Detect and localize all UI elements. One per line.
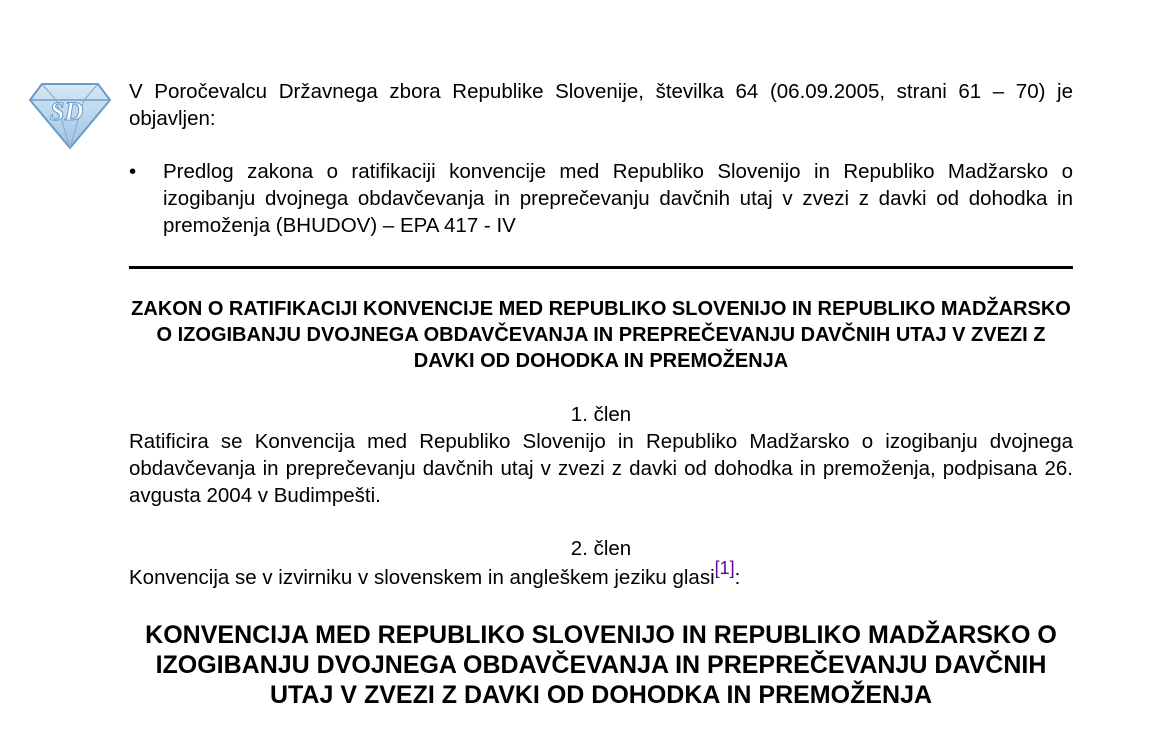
publication-item-text: Predlog zakona o ratifikaciji konvencije med Republiko Slovenijo in Republiko Madžarsko o izogibanju dvojnega obdavčevanja in preprečevanju davčnih utaj v zvezi z davki od dohodka in premoženja (BHUDOV) – EPA 417 - IV <box>163 160 1073 237</box>
horizontal-divider <box>129 266 1073 269</box>
intro-paragraph: V Poročevalcu Državnega zbora Republike Slovenije, številka 64 (06.09.2005, strani 61 – 70) je objavljen: <box>129 80 1073 130</box>
article-2-heading: 2. člen <box>570 537 632 560</box>
article-1-heading: 1. člen <box>570 403 632 426</box>
article-2-text: Konvencija se v izvirniku v slovenskem in angleškem jeziku glasi <box>129 566 715 589</box>
logo-text: SD <box>50 97 84 126</box>
law-title: ZAKON O RATIFIKACIJI KONVENCIJE MED REPUBLIKO SLOVENIJO IN REPUBLIKO MADŽARSKO O IZOGIBANJU DVOJNEGA OBDAVČEVANJA IN PREPREČEVANJU DAVČNIH UTAJ V ZVEZI Z DAVKI OD DOHODKA IN PREMOŽENJA <box>131 298 1071 372</box>
publication-list-item <box>129 158 1073 239</box>
article-2-body <box>129 558 1073 592</box>
sd-logo-icon <box>28 78 112 150</box>
article-2-tail: : <box>734 566 741 589</box>
article-1-body: Ratificira se Konvencija med Republiko Slovenijo in Republiko Madžarsko o izogibanju dvojnega obdavčevanja in preprečevanju davčnih utaj v zvezi z davki od dohodka in premoženja, podpisana 26. avgusta 2004 v Budimpešti. <box>129 430 1073 507</box>
footnote-link[interactable]: [1] <box>714 558 735 578</box>
convention-title: KONVENCIJA MED REPUBLIKO SLOVENIJO IN REPUBLIKO MADŽARSKO O IZOGIBANJU DVOJNEGA OBDAVČEVANJA IN PREPREČEVANJU DAVČNIH UTAJ V ZVEZI Z DAVKI OD DOHODKA IN PREMOŽENJA <box>145 621 1057 709</box>
bullet-icon: • <box>129 160 137 183</box>
document-body <box>129 78 1073 710</box>
